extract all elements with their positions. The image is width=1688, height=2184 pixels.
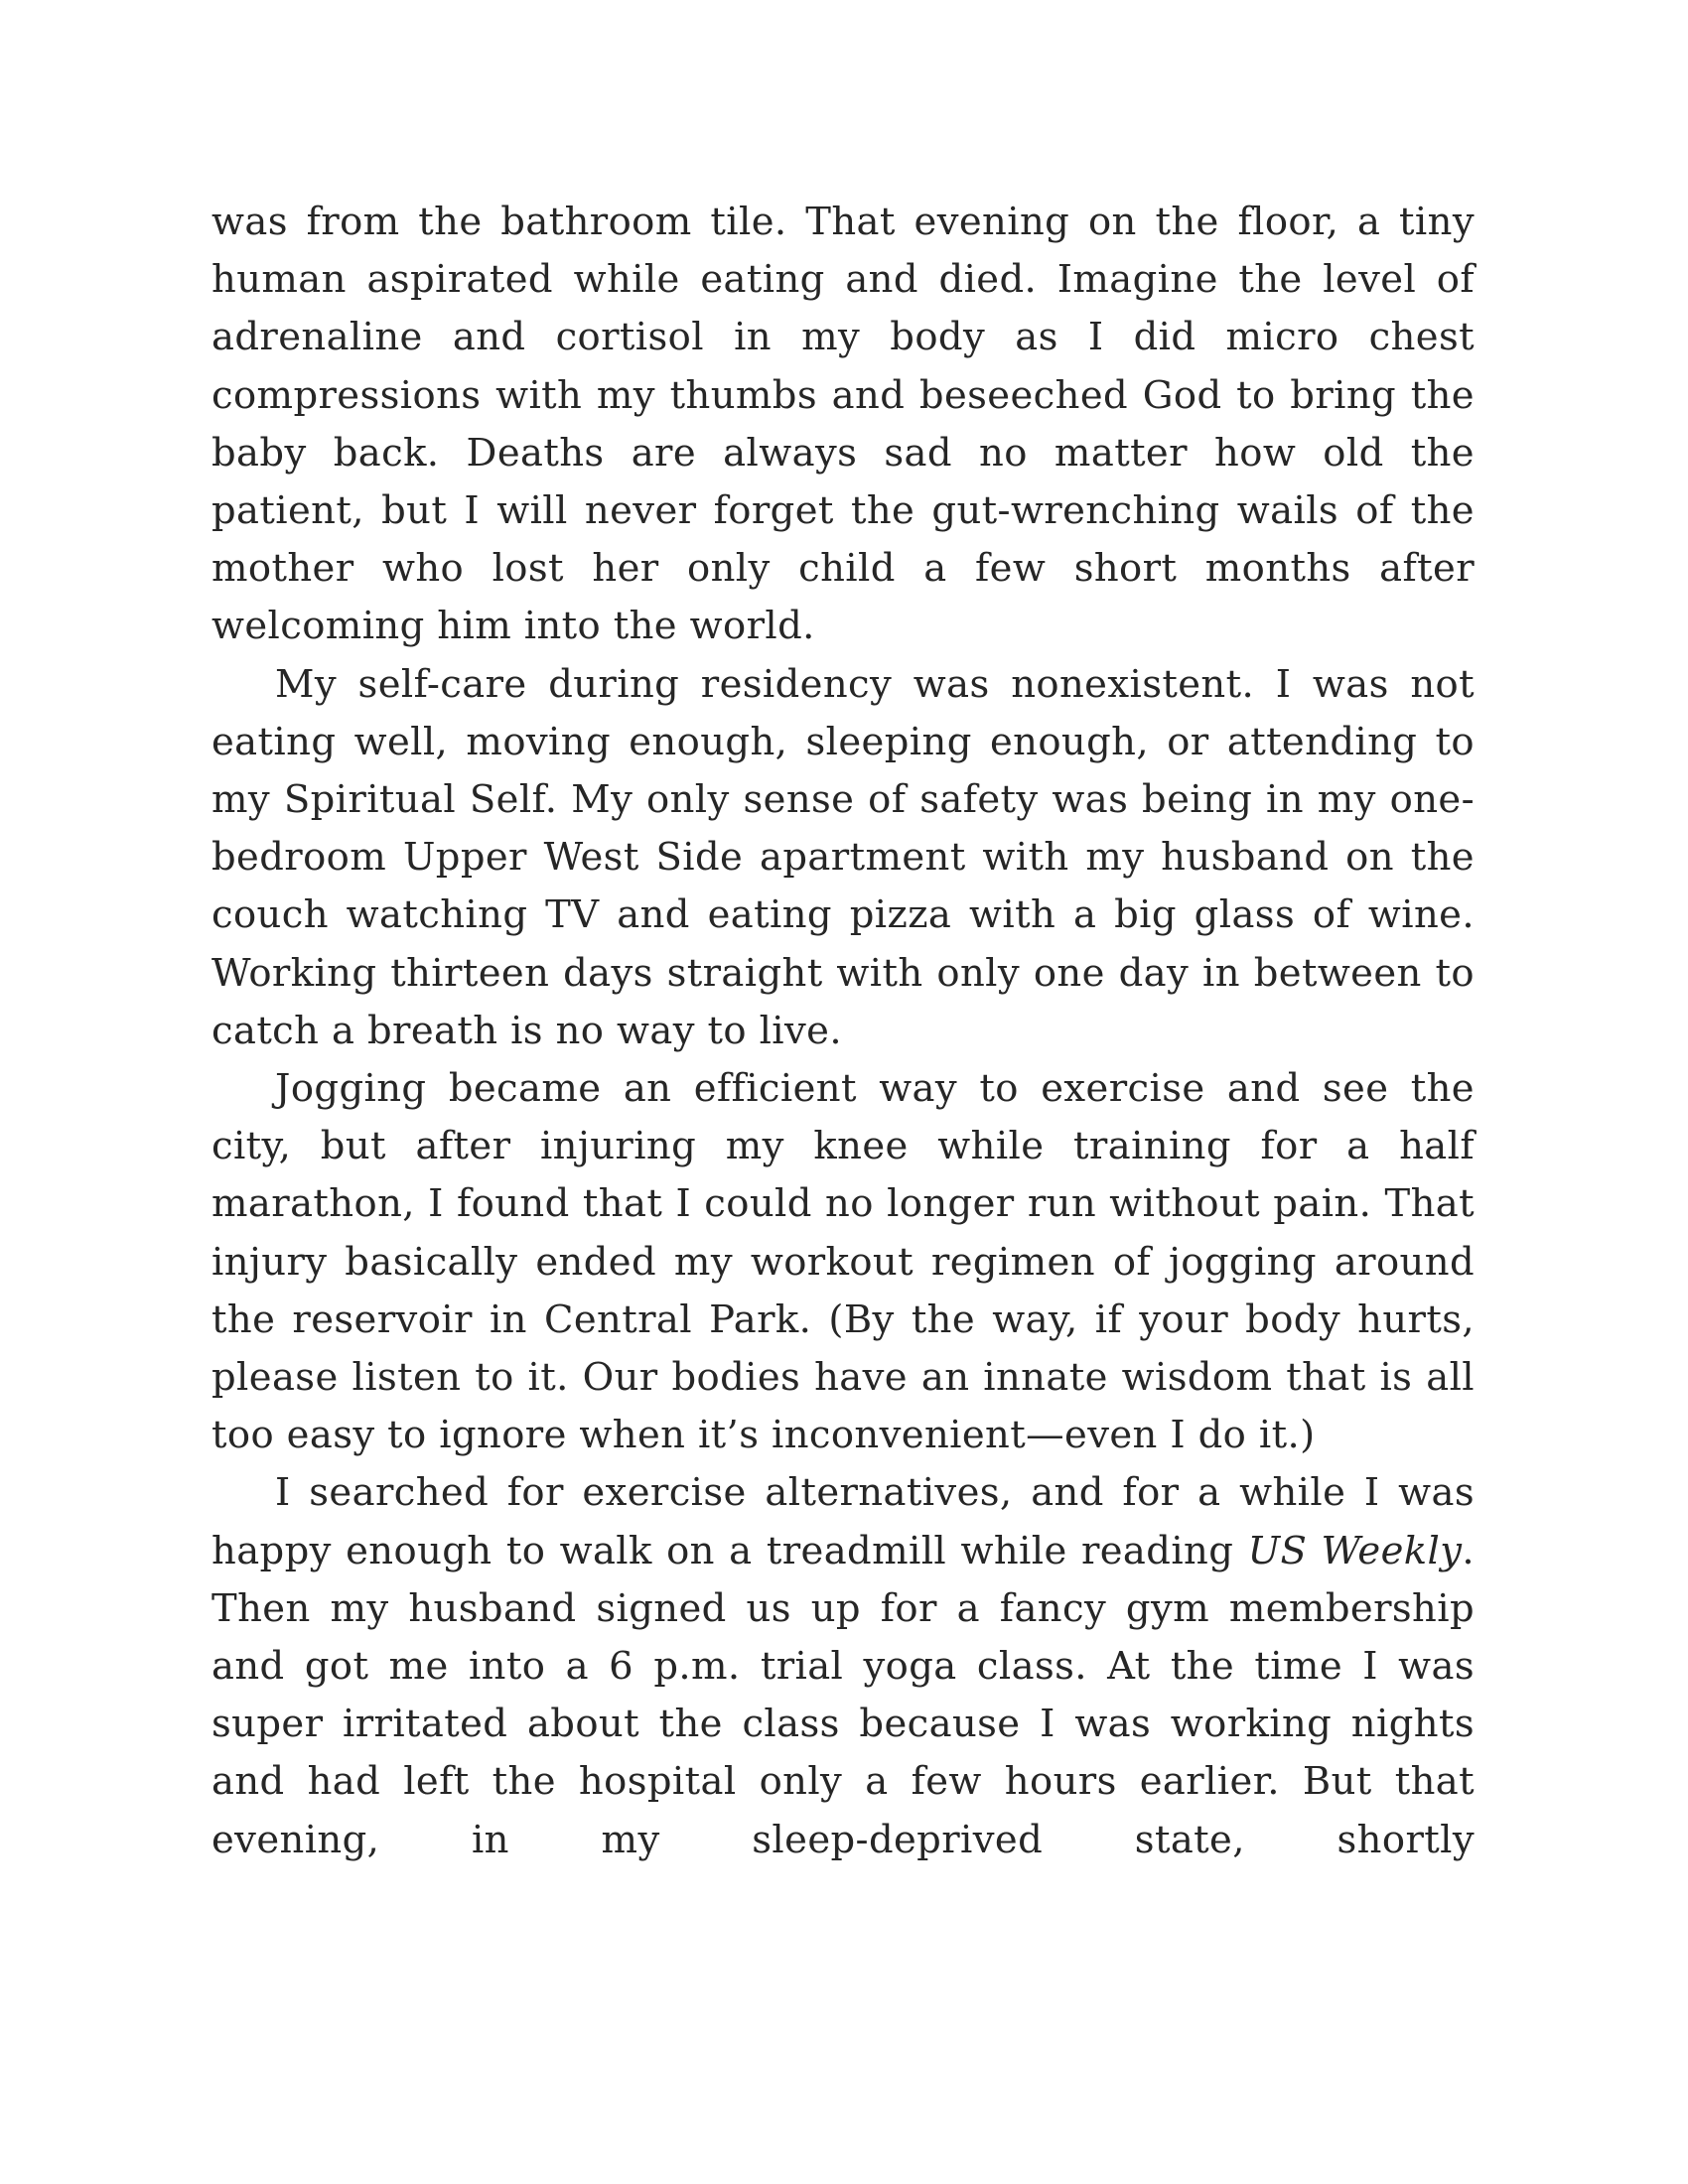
paragraph-jogging-injury: Jogging became an efficient way to exercise and see the city, but after injuring my knee while training for a half marathon, I found that I could no longer run without pain. That injury basically ended my workout regimen of jogging around the reservoir in Central Park. (By the way, if your body hurts, please listen to it. Our bodies have an innate wisdom that is all too easy to ignore when it’s inconvenient—even I do it.) — [211, 1066, 1475, 1458]
paragraph-infant-death: was from the bathroom tile. That evening on the floor, a tiny human aspirated while eating and died. Imagine the level of adrenaline and cortisol in my body as I did micro chest compressions with my thumbs and beseeched God to bring the baby back. Deaths are always sad no matter how old the patient, but I will never forget the gut-wrenching wails of the mother who lost her only child a few short months after welcoming him into the world. — [211, 200, 1475, 649]
paragraph-yoga-text-before: I searched for exercise alternatives, and for a while I was happy enough to walk on a treadmill while reading — [211, 1470, 1475, 1573]
page-body — [211, 194, 1475, 1869]
paragraph-yoga-text-after: . Then my husband signed us up for a fancy gym membership and got me into a 6 p.m. trial yoga class. At the time I was super irritated about the class because I was working nights and had left the hospital only a few hours earlier. But that evening, in my sleep-deprived state, shortly — [211, 1528, 1475, 1862]
magazine-title: US Weekly — [1247, 1528, 1463, 1573]
paragraph-residency-self-care: My self-care during residency was nonexistent. I was not eating well, moving enough, sleeping enough, or attending to my Spiritual Self. My only sense of safety was being in my one-bedroom Upper West Side apartment with my husband on the couch watching TV and eating pizza with a big glass of wine. Working thirteen days straight with only one day in between to catch a breath is no way to live. — [211, 661, 1475, 1053]
paragraph-yoga-class — [211, 1464, 1475, 1868]
